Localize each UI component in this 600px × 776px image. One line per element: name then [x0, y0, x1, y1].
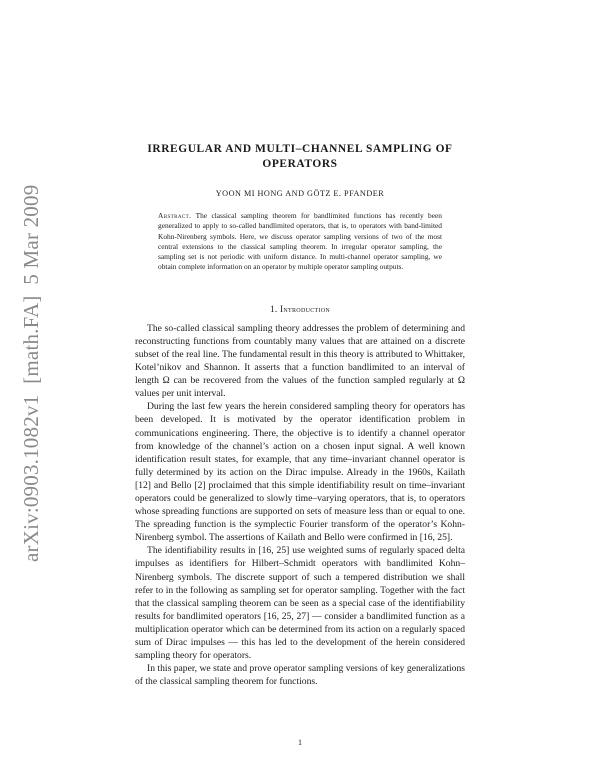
abstract: [158, 211, 442, 273]
paragraph: In this paper, we state and prove operator sampling versions of key generalizations of the classical sampling theorem for functions.: [135, 663, 465, 688]
paper-title: IRREGULAR AND MULTI–CHANNEL SAMPLING OF OPERATORS: [147, 143, 453, 170]
paragraph: During the last few years the herein considered sampling theory for operators has been developed. It is motivated by the operator identification problem in communications engineering. There, the objective is to identify a channel operator from knowledge of the channel’s action on a chosen input signal. A well known identification result states, for example, that any time–invariant channel operator is fully determined by its action on the Dirac impulse. Already in the 1960s, Kailath [12] and Bello [2] proclaimed that this simple identifiability result on time–invariant operators could be generalized to slowly time–varying operators, that is, to operators whose spreading functions are supported on sets of measure less than or equal to one. The spreading function is the symplectic Fourier transform of the operator’s Kohn-Nirenberg symbol. The assertions of Kailath and Bello were confirmed in [16, 25].: [135, 401, 465, 544]
arxiv-stamp-text: arXiv:0903.1082v1 [math.FA] 5 Mar 2009: [19, 184, 43, 562]
abstract-text: The classical sampling theorem for bandlimited functions has recently been generalized to apply to so-called bandlimited operators, that is, to operators with band-limited Kohn-Nirenberg symbols. Here, we discuss operator sampling versions of two of the most central extensions to the classical sampling theorem. In irregular operator sampling, the sampling set is not periodic with uniform distance. In multi-channel operator sampling, we obtain complete information on an operator by multiple operator sampling outputs.: [158, 211, 442, 272]
paragraph: The so-called classical sampling theory addresses the problem of determining and reconstructing functions from countably many values that are attained on a discrete subset of the real line. The fundamental result in this theory is attributed to Whittaker, Kotel’nikov and Shannon. It asserts that a function bandlimited to an interval of length Ω can be recovered from the values of the function sampled regularly at Ω values per unit interval.: [135, 322, 465, 400]
body-text: [135, 322, 465, 689]
paper-page: [135, 142, 465, 688]
section-title: Introduction: [280, 303, 331, 314]
paragraph: The identifiability results in [16, 25] use weighted sums of regularly spaced delta impulses as identifiers for Hilbert–Schmidt operators with bandlimited Kohn–Nirenberg symbols. The discrete support of such a tempered distribution we shall refer to in the following as sampling set for operator sampling. Together with the fact that the classical sampling theorem can be seen as a special case of the identifiability results for bandlimited operators [16, 25, 27] — consider a bandlimited function as a multiplication operator which can be determined from its action on a regularly spaced sum of Dirac impulses — this has led to the development of the herein considered sampling theory for operators.: [135, 545, 465, 662]
section-heading: [135, 304, 465, 314]
abstract-label: Abstract.: [158, 211, 192, 220]
section-number: 1.: [269, 303, 278, 314]
paper-authors: YOON MI HONG AND GÖTZ E. PFANDER: [215, 189, 385, 198]
arxiv-stamp: [10, 0, 46, 776]
page-number: 1: [298, 738, 302, 747]
